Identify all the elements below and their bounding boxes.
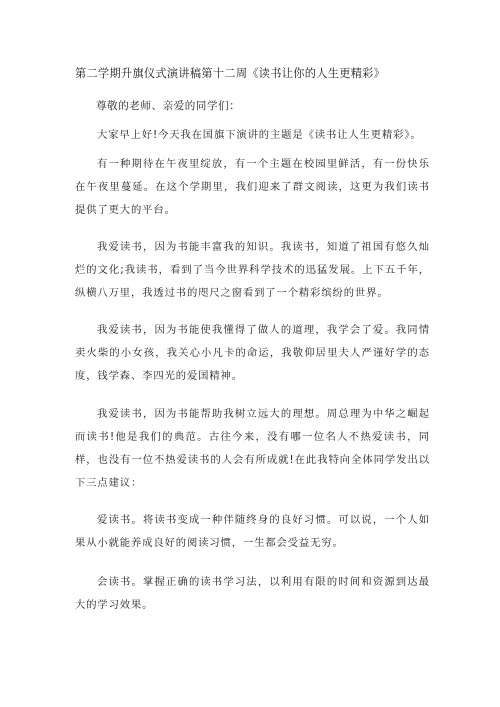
paragraph-knowledge: 我爱读书，因为书能丰富我的知识。我读书，知道了祖国有悠久灿烂的文化;我读书，看到了当今世界科学技术的迅猛发展。上下五千年，纵横八万里，我透过书的咫尺之窗看到了一个精彩缤纷的世界。 xyxy=(75,241,430,299)
paragraph-read-well: 会读书。掌握正确的读书学习法，以利用有限的时间和资源到达最大的学习效果。 xyxy=(75,576,430,611)
paragraph-character: 我爱读书，因为书能使我懂得了做人的道理，我学会了爱。我同情卖火柴的小女孩，我关心小凡卡的命运，我敬仰居里夫人严谨好学的态度，钱学森、李四光的爱国精神。 xyxy=(75,324,430,382)
paragraph-opening: 大家早上好!今天我在国旗下演讲的主题是《读书让人生更精彩》。 xyxy=(97,129,422,141)
greeting-line: 尊敬的老师、亲爱的同学们： xyxy=(96,100,241,112)
paragraph-expectation: 有一种期待在午夜里绽放，有一个主题在校园里鲜活，有一份快乐在午夜里蔓延。在这个学期里，我们迎来了群文阅读，这更为我们读书提供了更大的平台。 xyxy=(75,158,430,216)
document-title: 第二学期升旗仪式演讲稿第十二周《读书让你的人生更精彩》 xyxy=(75,67,386,80)
paragraph-love-reading: 爱读书。将读书变成一种伴随终身的良好习惯。可以说，一个人如果从小就能养成良好的阅读习惯，一生都会受益无穷。 xyxy=(75,514,430,549)
paragraph-ideals: 我爱读书，因为书能帮助我树立远大的理想。周总理为中华之崛起而读书!他是我们的典范。古往今来，没有哪一位名人不热爱读书，同样，也没有一位不热爱读书的人会有所成就!在此我特向全体同学发出以下三点建议： xyxy=(75,408,430,489)
